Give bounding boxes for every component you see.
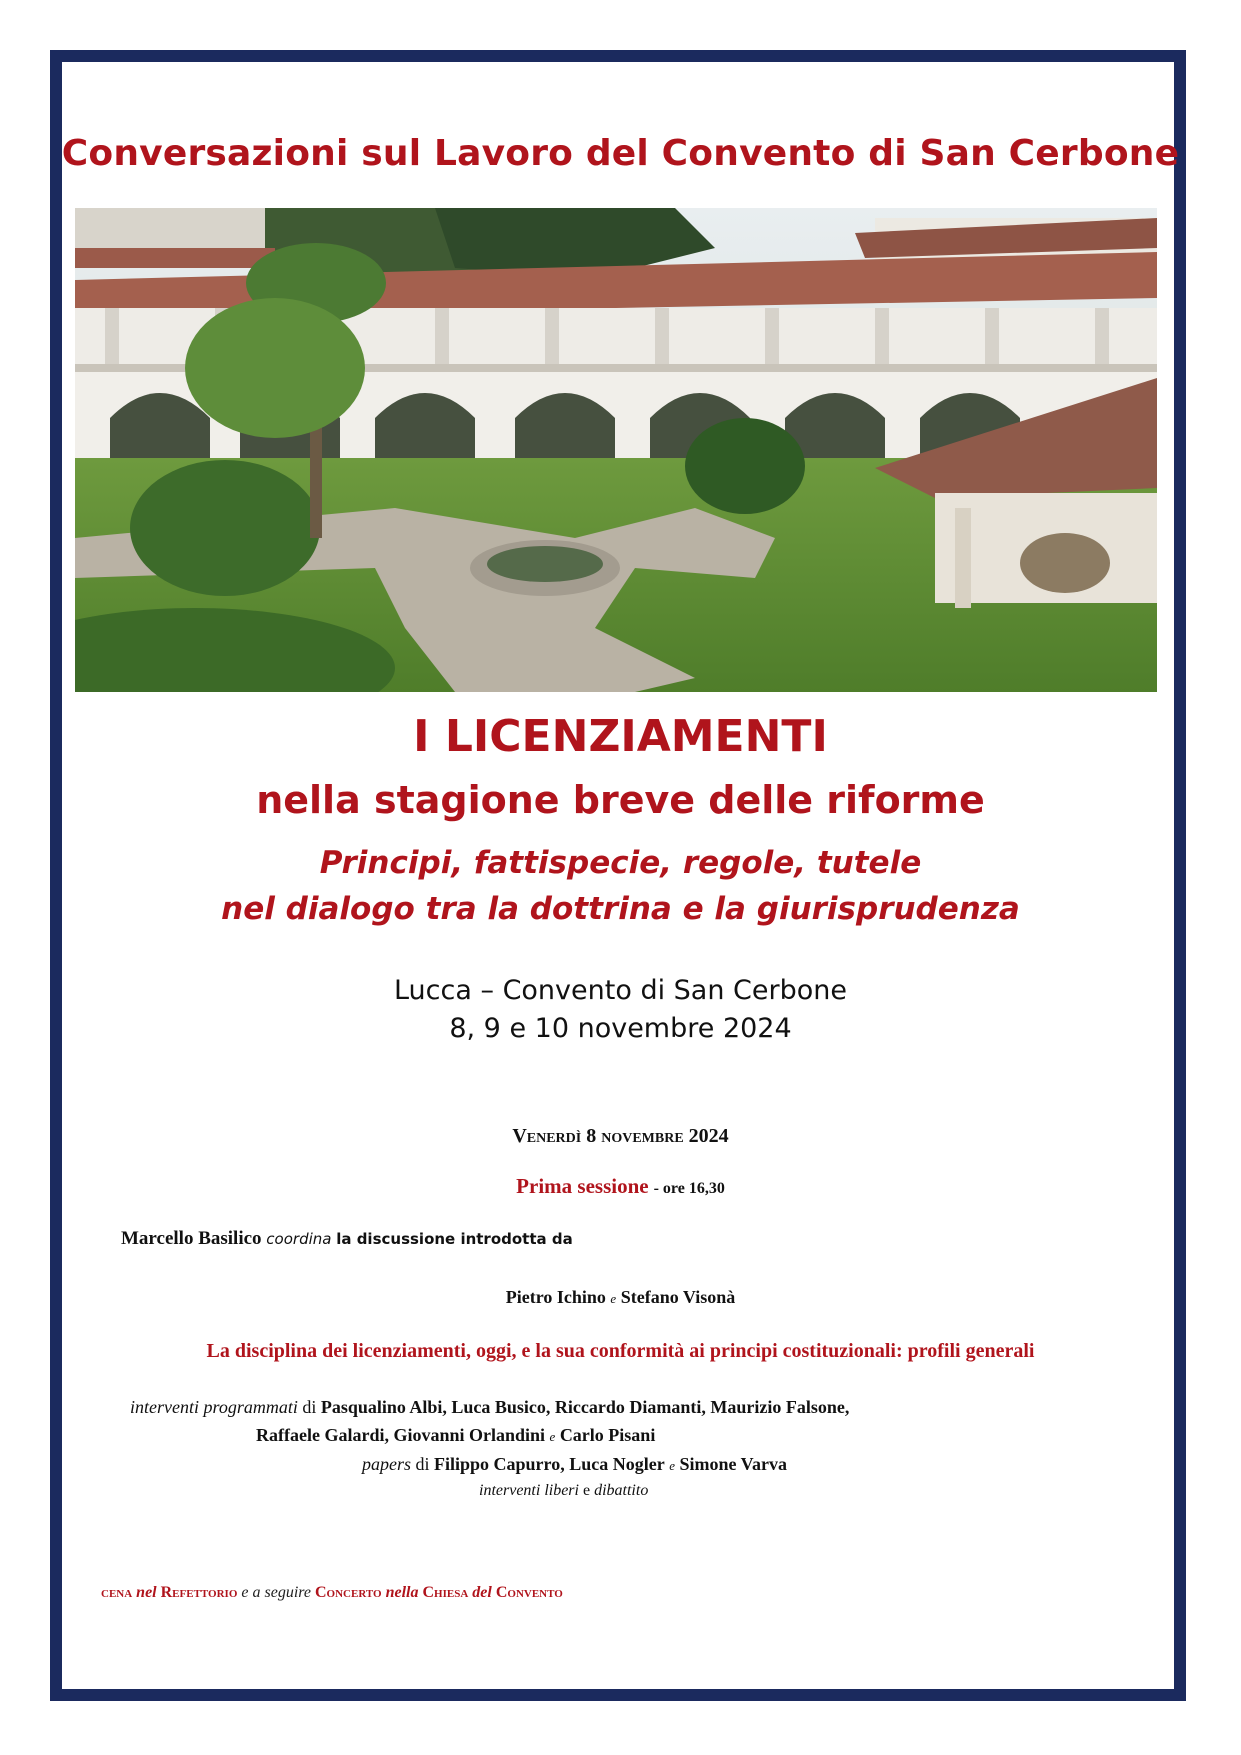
- series-title: Conversazioni sul Lavoro del Convento di San Cerbone: [61, 133, 1180, 174]
- interventions-names-2: Raffaele Galardi, Giovanni Orlandini: [256, 1425, 546, 1445]
- papers-line: [362, 1454, 787, 1475]
- evening-seguire: e a seguire: [241, 1584, 311, 1601]
- free-label: interventi liberi: [479, 1482, 579, 1499]
- interventions-label: interventi programmati: [130, 1397, 298, 1417]
- evening-del: del: [472, 1584, 492, 1601]
- evening-nella: nella: [385, 1584, 419, 1601]
- session-heading: [0, 1174, 1241, 1199]
- coordinator-role: coordina: [266, 1230, 332, 1248]
- interventions-joiner: e: [549, 1429, 556, 1444]
- evening-cena: cena: [101, 1584, 133, 1601]
- introducer-2: Stefano Visonà: [620, 1287, 736, 1307]
- evening-line: [101, 1584, 563, 1602]
- interventions-line-1: [130, 1397, 849, 1418]
- subtitle: nella stagione breve delle riforme: [256, 778, 985, 822]
- papers-last: Simone Varva: [679, 1454, 788, 1474]
- papers-label: papers: [362, 1454, 411, 1474]
- coordinator-line: [121, 1228, 573, 1250]
- evening-refettorio: Refettorio: [160, 1584, 238, 1601]
- introducer-1: Pietro Ichino: [505, 1287, 606, 1307]
- free-interventions-line: [479, 1482, 648, 1500]
- evening-nel: nel: [136, 1584, 157, 1601]
- session-theme: La disciplina dei licenziamenti, oggi, e la sua conformità ai principi costituzionali: profili generali: [206, 1340, 1035, 1362]
- papers-di: di: [415, 1454, 430, 1474]
- session-label: Prima sessione: [516, 1174, 649, 1198]
- cloister-photo: [75, 208, 1157, 692]
- evening-concerto: Concerto: [315, 1584, 382, 1601]
- topics-line-1: Principi, fattispecie, regole, tutele: [319, 845, 922, 881]
- venue-place: Lucca – Convento di San Cerbone: [393, 975, 847, 1006]
- coordinator-name: Marcello Basilico: [121, 1228, 262, 1249]
- day-heading: Venerdì 8 novembre 2024: [512, 1125, 729, 1147]
- interventions-last: Carlo Pisani: [559, 1425, 656, 1445]
- interventions-di: di: [302, 1397, 317, 1417]
- introducers-line: [0, 1287, 1241, 1308]
- introducer-joiner: e: [610, 1291, 617, 1306]
- session-time: - ore 16,30: [653, 1180, 725, 1197]
- papers-joiner: e: [669, 1458, 675, 1473]
- free-rest: dibattito: [594, 1482, 649, 1499]
- interventions-names-1: Pasqualino Albi, Luca Busico, Riccardo Diamanti, Maurizio Falsone,: [320, 1397, 850, 1417]
- main-title: I LICENZIAMENTI: [413, 711, 828, 762]
- evening-convento: Convento: [495, 1584, 563, 1601]
- venue-dates: 8, 9 e 10 novembre 2024: [449, 1013, 792, 1044]
- topics-line-2: nel dialogo tra la dottrina e la giurisprudenza: [221, 891, 1020, 927]
- evening-chiesa: Chiesa: [422, 1584, 469, 1601]
- free-joiner: e: [582, 1482, 591, 1499]
- papers-names: Filippo Capurro, Luca Nogler: [434, 1454, 665, 1474]
- interventions-line-2: [256, 1425, 655, 1446]
- coordinator-rest: la discussione introdotta da: [336, 1230, 573, 1248]
